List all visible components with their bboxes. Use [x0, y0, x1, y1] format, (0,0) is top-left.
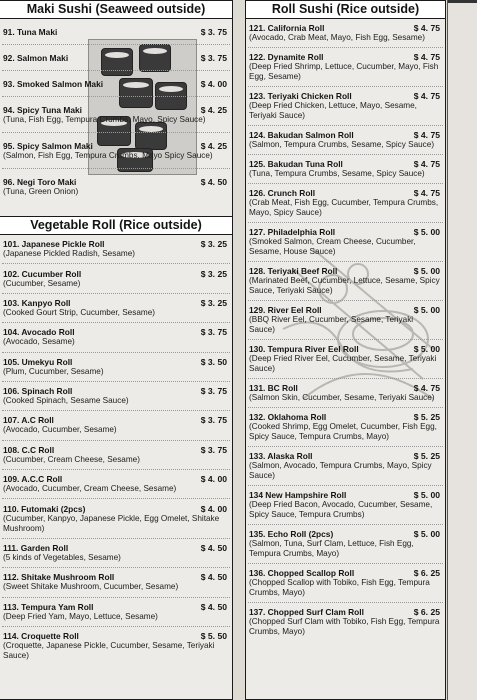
menu-item-description: (Tuna, Tempura Crumbs, Sesame, Spicy Sauce) [249, 169, 425, 178]
menu-item-name: 137. Chopped Surf Clam Roll [249, 607, 364, 617]
menu-item [0, 45, 232, 70]
menu-item-description: (Cooked Shrimp, Egg Omelet, Cucumber, Fish Egg, Spicy Sauce, Tempura Crumbs, Mayo) [249, 422, 437, 441]
menu-item-description: (Avocado, Crab Meat, Mayo, Fish Egg, Sesame) [249, 33, 425, 42]
menu-item-name: 96. Negi Toro Maki [3, 176, 77, 187]
menu-item-price: $ 4. 50 [200, 601, 227, 612]
menu-item [246, 301, 445, 339]
menu-item-name: 125. Bakudan Tuna Roll [249, 159, 343, 169]
menu-item-description: (Japanese Pickled Radish, Sesame) [3, 249, 135, 259]
menu-item [0, 441, 232, 469]
menu-item [246, 19, 445, 47]
menu-item-name: 112. Shitake Mushroom Roll [3, 572, 115, 583]
menu-item-description: (Cucumber, Kanpyo, Japanese Pickle, Egg Omelet, Shitake Mushroom) [3, 513, 220, 533]
menu-item-description: (Cucumber, Cream Cheese, Sesame) [3, 454, 140, 464]
menu-item [0, 97, 232, 132]
menu-item [246, 340, 445, 378]
menu-item-price: $ 6. 25 [413, 568, 440, 578]
menu-item [0, 264, 232, 292]
menu-item [0, 499, 232, 537]
menu-item-line [249, 412, 440, 422]
menu-item [246, 408, 445, 446]
menu-item-line [3, 79, 227, 89]
menu-item [0, 133, 232, 168]
maki-items-list [0, 19, 232, 204]
menu-item-name: 121. California Roll [249, 23, 325, 33]
right-menu-panel [245, 0, 446, 700]
menu-item [0, 568, 232, 596]
menu-item-name: 92. Salmon Maki [3, 52, 69, 63]
menu-item-name: 126. Crunch Roll [249, 188, 316, 198]
menu-item-price: $ 5. 00 [413, 529, 440, 539]
menu-item [0, 294, 232, 322]
menu-item-price: $ 5. 25 [413, 451, 440, 461]
menu-item-price: $ 4. 75 [413, 130, 440, 140]
menu-item-description: (Salmon, Avocado, Tempura Crumbs, Mayo, Spicy Sauce) [249, 461, 432, 480]
menu-item-description: (Marinated Beef, Cucumber, Lettuce, Sesame, Spicy Sauce, Teriyaki Sauce) [249, 276, 440, 295]
menu-item-description: (Croquette, Japanese Pickle, Cucumber, Sesame, Teriyaki Sauce) [3, 641, 215, 661]
menu-item-name: 101. Japanese Pickle Roll [3, 239, 105, 250]
menu-item [0, 323, 232, 351]
menu-item-price: $ 5. 00 [413, 305, 440, 315]
vegetable-items-list [0, 235, 232, 665]
menu-item-name: 134 New Hampshire Roll [249, 490, 347, 500]
menu-item-name: 113. Tempura Yam Roll [3, 601, 94, 612]
menu-item [246, 223, 445, 261]
menu-item [0, 19, 232, 44]
menu-item-description: (BBQ River Eel, Cucumber, Sesame, Teriyaki Sauce) [249, 315, 414, 334]
menu-item-price: $ 4. 75 [413, 159, 440, 169]
menu-item-line [249, 91, 440, 101]
menu-item-line [3, 602, 227, 612]
menu-item-description: (Avocado, Cucumber, Sesame) [3, 425, 117, 435]
menu-item [246, 48, 445, 86]
menu-item-name: 136. Chopped Scallop Roll [249, 568, 355, 578]
menu-item-description: (Chopped Scallop with Tobiko, Fish Egg, Tempura Crumbs, Mayo) [249, 578, 430, 597]
menu-item-name: 104. Avocado Roll [3, 327, 75, 338]
maki-sushi-title: Maki Sushi (Seaweed outside) [0, 1, 232, 19]
menu-item-name: 132. Oklahoma Roll [249, 412, 327, 422]
menu-item-line [3, 298, 227, 308]
menu-item-description: (Tuna, Fish Egg, Tempura Crumbs, Mayo, Spicy Sauce) [3, 114, 206, 124]
menu-item-price: $ 4. 75 [413, 383, 440, 393]
menu-item-price: $ 4. 50 [200, 176, 227, 187]
menu-item-name: 131. BC Roll [249, 383, 298, 393]
menu-item-line [249, 490, 440, 500]
menu-item-line [3, 474, 227, 484]
menu-item-price: $ 6. 25 [413, 607, 440, 617]
menu-item-price: $ 4. 00 [200, 503, 227, 514]
left-menu-panel [0, 0, 233, 700]
menu-item-line [3, 53, 227, 63]
menu-item-line [3, 543, 227, 553]
menu-item-name: 109. A.C.C Roll [3, 474, 63, 485]
menu-item-description: (Salmon Skin, Cucumber, Sesame, Teriyaki Sauce) [249, 393, 435, 402]
menu-item-name: 94. Spicy Tuna Maki [3, 104, 82, 115]
menu-item [0, 169, 232, 204]
menu-item-price: $ 5. 00 [413, 344, 440, 354]
menu-item [0, 71, 232, 96]
menu-item-price: $ 4. 75 [413, 23, 440, 33]
menu-item-description: (Crab Meat, Fish Egg, Cucumber, Tempura Crumbs, Mayo, Spicy Sauce) [249, 198, 439, 217]
menu-item-name: 133. Alaska Roll [249, 451, 313, 461]
menu-item-line [3, 504, 227, 514]
menu-item-price: $ 5. 00 [413, 227, 440, 237]
roll-items-list [246, 19, 445, 641]
menu-item-line [249, 227, 440, 237]
menu-item-line [249, 188, 440, 198]
menu-item-name: 123. Teriyaki Chicken Roll [249, 91, 352, 101]
roll-sushi-section [246, 1, 445, 641]
menu-item-line [3, 327, 227, 337]
menu-item-price: $ 3. 75 [200, 327, 227, 338]
menu-item-line [249, 383, 440, 393]
menu-item [246, 525, 445, 563]
menu-item-line [3, 445, 227, 455]
menu-item [0, 382, 232, 410]
menu-item-price: $ 3. 25 [200, 268, 227, 279]
menu-item-name: 129. River Eel Roll [249, 305, 322, 315]
menu-item-name: 102. Cucumber Roll [3, 268, 82, 279]
menu-item-line [3, 27, 227, 37]
menu-item-description: (Deep Fried Yam, Mayo, Lettuce, Sesame) [3, 611, 158, 621]
menu-item-price: $ 4. 25 [200, 104, 227, 115]
menu-item [0, 598, 232, 626]
menu-item-name: 127. Philadelphia Roll [249, 227, 336, 237]
menu-item-price: $ 3. 75 [200, 52, 227, 63]
menu-item-line [249, 159, 440, 169]
menu-item-name: 105. Umekyu Roll [3, 356, 73, 367]
menu-item [246, 87, 445, 125]
menu-item-line [3, 386, 227, 396]
menu-item-name: 108. C.C Roll [3, 444, 55, 455]
menu-item-price: $ 3. 75 [200, 26, 227, 37]
menu-item [246, 126, 445, 154]
menu-item-line [249, 344, 440, 354]
menu-item [0, 470, 232, 498]
menu-item-name: 106. Spinach Roll [3, 386, 73, 397]
menu-item-price: $ 3. 50 [200, 356, 227, 367]
menu-item-name: 128. Teriyaki Beef Roll [249, 266, 338, 276]
menu-item-name: 107. A.C Roll [3, 415, 54, 426]
menu-item-description: (Smoked Salmon, Cream Cheese, Cucumber, Sesame, House Sauce) [249, 237, 416, 256]
menu-item-price: $ 4. 75 [413, 52, 440, 62]
vegetable-roll-section [0, 216, 232, 665]
menu-item-name: 91. Tuna Maki [3, 26, 58, 37]
menu-item-line [3, 415, 227, 425]
menu-item-price: $ 4. 25 [200, 140, 227, 151]
menu-item-description: (Cucumber, Sesame) [3, 278, 81, 288]
menu-item-price: $ 3. 75 [200, 444, 227, 455]
menu-item-name: 122. Dynamite Roll [249, 52, 324, 62]
menu-item-line [3, 239, 227, 249]
menu-item-name: 130. Tempura River Eel Roll [249, 344, 359, 354]
menu-item-line [249, 305, 440, 315]
menu-item-line [3, 141, 227, 151]
menu-item-description: (Sweet Shitake Mushroom, Cucumber, Sesame) [3, 582, 179, 592]
menu-item-price: $ 3. 25 [200, 297, 227, 308]
menu-item-line [249, 568, 440, 578]
menu-item-line [3, 572, 227, 582]
menu-item-line [3, 357, 227, 367]
menu-item-line [3, 105, 227, 115]
menu-item-line [249, 451, 440, 461]
roll-sushi-title: Roll Sushi (Rice outside) [246, 1, 445, 19]
menu-item-line [249, 266, 440, 276]
menu-item-description: (Cooked Spinach, Sesame Sauce) [3, 396, 129, 406]
menu-item-name: 93. Smoked Salmon Maki [3, 78, 104, 89]
menu-item-line [3, 269, 227, 279]
menu-item-price: $ 4. 50 [200, 542, 227, 553]
menu-item-description: (5 kinds of Vegetables, Sesame) [3, 552, 121, 562]
page-fold-shadow [448, 0, 477, 3]
menu-item-price: $ 5. 00 [413, 490, 440, 500]
menu-item [0, 627, 232, 665]
menu-item-line [249, 130, 440, 140]
menu-item [0, 235, 232, 263]
menu-item-description: (Tuna, Green Onion) [3, 186, 79, 196]
menu-item [246, 447, 445, 485]
menu-item-price: $ 5. 00 [413, 266, 440, 276]
menu-item-name: 95. Spicy Salmon Maki [3, 140, 93, 151]
menu-item [246, 486, 445, 524]
menu-item [246, 184, 445, 222]
menu-item-price: $ 4. 50 [200, 572, 227, 583]
menu-item-line [249, 607, 440, 617]
menu-item-description: (Chopped Surf Clam with Tobiko, Fish Egg, Tempura Crumbs, Mayo) [249, 617, 440, 636]
menu-item-price: $ 4. 75 [413, 188, 440, 198]
menu-item-description: (Salmon, Tempura Crumbs, Sesame, Spicy Sauce) [249, 140, 435, 149]
menu-item-line [249, 23, 440, 33]
menu-item-price: $ 4. 00 [200, 78, 227, 89]
menu-item-name: 111. Garden Roll [3, 542, 69, 553]
menu-item-price: $ 5. 25 [413, 412, 440, 422]
menu-item-price: $ 5. 50 [200, 631, 227, 642]
menu-item-description: (Deep Fried Shrimp, Lettuce, Cucumber, Mayo, Fish Egg, Sesame) [249, 62, 439, 81]
menu-item [246, 564, 445, 602]
menu-item-name: 110. Futomaki (2pcs) [3, 503, 86, 514]
vegetable-roll-title: Vegetable Roll (Rice outside) [0, 216, 232, 235]
menu-item-price: $ 4. 00 [200, 474, 227, 485]
menu-item-name: 124. Bakudan Salmon Roll [249, 130, 354, 140]
menu-item-line [3, 631, 227, 641]
menu-item-description: (Deep Fried Bacon, Avocado, Cucumber, Sesame, Spicy Sauce, Tempura Crumbs) [249, 500, 433, 519]
next-page-edge [447, 0, 477, 700]
menu-item-description: (Plum, Cucumber, Sesame) [3, 366, 104, 376]
menu-item-description: (Deep Fried Chicken, Lettuce, Mayo, Sesame, Teriyaki Sauce) [249, 101, 417, 120]
menu-item [0, 411, 232, 439]
menu-item [0, 353, 232, 381]
maki-sushi-section [0, 1, 232, 204]
menu-item-description: (Salmon, Fish Egg, Tempura Crumbs, Mayo Spicy Sauce) [3, 150, 213, 160]
menu-item-description: (Avocado, Cucumber, Cream Cheese, Sesame) [3, 484, 177, 494]
menu-item [246, 262, 445, 300]
menu-item-line [249, 529, 440, 539]
menu-item-name: 114. Croquette Roll [3, 631, 79, 642]
menu-item-line [249, 52, 440, 62]
menu-item-name: 135. Echo Roll (2pcs) [249, 529, 334, 539]
menu-item-description: (Deep Fried River Eel, Cucumber, Sesame, Teriyaki Sauce) [249, 354, 437, 373]
menu-item-price: $ 3. 25 [200, 239, 227, 250]
menu-item-price: $ 3. 75 [200, 386, 227, 397]
menu-item [246, 379, 445, 407]
menu-item-description: (Cooked Gourt Strip, Cucumber, Sesame) [3, 307, 155, 317]
menu-item-description: (Salmon, Tuna, Surf Clam, Lettuce, Fish Egg, Tempura Crumbs, Mayo) [249, 539, 414, 558]
menu-item-line [3, 177, 227, 187]
menu-item-name: 103. Kanpyo Roll [3, 297, 71, 308]
menu-item-price: $ 4. 75 [413, 91, 440, 101]
menu-item [246, 603, 445, 641]
menu-item-price: $ 3. 75 [200, 415, 227, 426]
menu-item-description: (Avocado, Sesame) [3, 337, 75, 347]
menu-item [246, 155, 445, 183]
menu-item [0, 539, 232, 567]
